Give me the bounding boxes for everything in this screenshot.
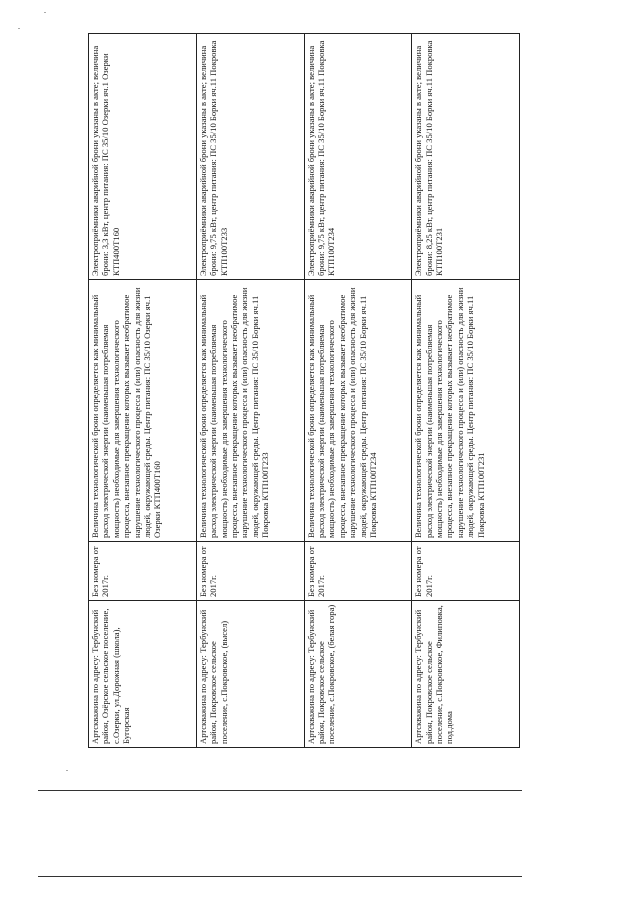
cell-location: Артскважина по адресу: Тербунский район, Озёрское сельское поселение, с.Озерки, ул.Дорожная (школа), Бугорская (89, 601, 197, 748)
cell-description: Величина технологической брони определяется как минимальный расход электрической энергии (наименьшая потребляемая мощность) необходимые для завершения технологического процесса, внезапное прекращение которых вызывает необратимое нарушение технологического процесса и (или) опасность для жизни людей, окружающей среды. Центр питания: ПС 35/10 Борки яч.11 Покровка КТП100Т231 (412, 280, 520, 542)
cell-reserve: Электроприёмники аварийной брони указаны в акте; величина брони: 3,3 кВт, центр питания: ПС 35/10 Озерки яч.1 Озерки КТП400Т160 (89, 34, 197, 280)
cell-location: Артскважина по адресу: Тербунский район, Покровское сельское поселение, с.Покровское, (белая гора) (304, 601, 412, 748)
cell-reserve: Электроприёмники аварийной брони указаны в акте; величина брони: 8,25 кВт, центр питания: ПС 35/10 Борки яч.11 Покровка КТП100Т231 (412, 34, 520, 280)
table-row (412, 34, 520, 748)
table-row (89, 34, 197, 748)
scan-speck (66, 770, 68, 771)
divider-line (38, 876, 522, 877)
cell-act: Без номера от 2017г. (304, 542, 412, 601)
cell-location: Артскважина по адресу: Тербунский район, Покровское сельское поселение, с.Покровское, (высел) (196, 601, 304, 748)
cell-description: Величина технологической брони определяется как минимальный расход электрической энергии (наименьшая потребляемая мощность) необходимые для завершения технологического процесса, внезапное прекращение которых вызывает необратимое нарушение технологического процесса и (или) опасность для жизни людей, окружающей среды. Центр питания: ПС 35/10 Борки яч.11 Покровка КТП100Т233 (196, 280, 304, 542)
table-row (304, 34, 412, 748)
table-row (196, 34, 304, 748)
cell-location: Артскважина по адресу: Тербунский район, Покровское сельское поселение, с.Покровское, Филиповка, под.дома (412, 601, 520, 748)
cell-act: Без номера от 2017г. (89, 542, 197, 601)
cell-act: Без номера от 2017г. (412, 542, 520, 601)
reserve-table (88, 33, 520, 748)
divider-line (38, 790, 522, 791)
scan-speck (18, 28, 20, 29)
cell-reserve: Электроприёмники аварийной брони указаны в акте; величина брони: 9,75 кВт, центр питания: ПС 35/10 Борки яч.11 Покровка КТП100Т234 (304, 34, 412, 280)
cell-description: Величина технологической брони определяется как минимальный расход электрической энергии (наименьшая потребляемая мощность) необходимые для завершения технологического процесса, внезапное прекращение которых вызывает необратимое нарушение технологического процесса и (или) опасность для жизни людей, окружающей среды. Центр питания: ПС 35/10 Борки яч.11 Покровка КТП100Т234 (304, 280, 412, 542)
scan-speck (44, 12, 46, 13)
cell-act: Без номера от 2017г. (196, 542, 304, 601)
cell-description: Величина технологической брони определяется как минимальный расход электрической энергии (наименьшая потребляемая мощность) необходимые для завершения технологического процесса, внезапное прекращение которых вызывает необратимое нарушение технологического процесса и (или) опасность для жизни людей, окружающей среды. Центр питания: ПС 35/10 Озерки яч.1 Озерки КТП400Т160 (89, 280, 197, 542)
rotated-table-container (88, 34, 520, 748)
cell-reserve: Электроприёмники аварийной брони указаны в акте; величина брони: 9,75 кВт, центр питания: ПС 35/10 Борки яч.11 Покровка КТП100Т233 (196, 34, 304, 280)
